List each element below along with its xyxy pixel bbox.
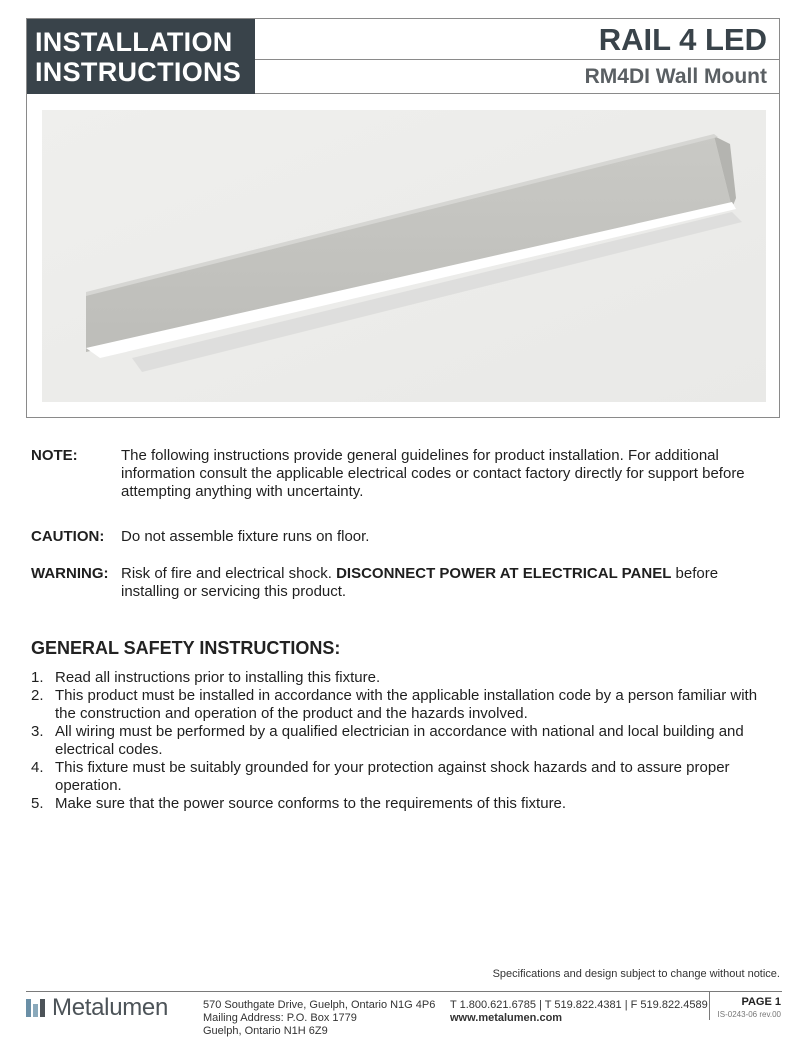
header-label-line2: INSTRUCTIONS xyxy=(35,57,242,87)
list-item-text: Read all instructions prior to installing this fixture. xyxy=(55,669,381,686)
header-divider xyxy=(255,59,779,60)
warning-text-pre: Risk of fire and electrical shock. xyxy=(121,565,337,582)
warning-label: WARNING: xyxy=(31,565,109,582)
list-item xyxy=(31,687,781,723)
list-item-number: 2. xyxy=(31,687,44,704)
website-link[interactable] xyxy=(450,1012,708,1025)
address-line1: 570 Southgate Drive, Guelph, Ontario N1G 4P6 xyxy=(203,999,436,1011)
list-item xyxy=(31,759,781,795)
product-photo xyxy=(42,110,766,402)
page-number: PAGE 1 xyxy=(741,996,781,1008)
warning-text-emphasis: DISCONNECT POWER AT ELECTRICAL PANEL xyxy=(336,565,672,582)
list-item xyxy=(31,669,781,687)
list-item-text: All wiring must be performed by a qualified electrician in accordance with national and local building and electrical codes. xyxy=(55,723,744,758)
logo-bars-icon xyxy=(26,999,46,1017)
list-item-number: 4. xyxy=(31,759,44,776)
revision-code: IS-0243-06 rev.00 xyxy=(717,1010,781,1019)
list-item-number: 1. xyxy=(31,669,44,686)
safety-list xyxy=(31,669,781,813)
header-label-line1: INSTALLATION xyxy=(35,27,233,57)
product-title: RAIL 4 LED xyxy=(598,22,767,57)
product-subtitle: RM4DI Wall Mount xyxy=(584,65,767,88)
product-image-frame xyxy=(26,94,780,418)
website-text: www.metalumen.com xyxy=(450,1012,563,1024)
list-item-text: Make sure that the power source conforms to the requirements of this fixture. xyxy=(55,795,567,812)
warning-text xyxy=(121,565,776,601)
note-label: NOTE: xyxy=(31,447,78,464)
document-header xyxy=(26,18,780,94)
footer-vertical-divider xyxy=(709,992,710,1020)
light-fixture-illustration xyxy=(42,110,766,402)
note-text: The following instructions provide general guidelines for product installation. For additional information consult the applicable electrical codes or contact factory directly for support before attempting anything with uncertainty. xyxy=(121,447,745,500)
disclaimer-text: Specifications and design subject to change without notice. xyxy=(492,968,780,980)
header-label-block xyxy=(27,19,255,94)
logo-wordmark: Metalumen xyxy=(52,994,169,1021)
company-contact xyxy=(450,999,708,1025)
list-item xyxy=(31,795,781,813)
list-item xyxy=(31,723,781,759)
company-address xyxy=(203,999,435,1038)
safety-section-title: GENERAL SAFETY INSTRUCTIONS: xyxy=(31,638,341,658)
caution-text: Do not assemble fixture runs on floor. xyxy=(121,528,370,545)
warning-text-post: before installing or servicing this product. xyxy=(121,565,719,600)
list-item-number: 5. xyxy=(31,795,44,812)
caution-label: CAUTION: xyxy=(31,528,105,545)
header-title-block xyxy=(255,19,779,94)
list-item-text: This fixture must be suitably grounded for your protection against shock hazards and to assure proper operation. xyxy=(55,759,730,794)
list-item-text: This product must be installed in accordance with the applicable installation code by a person familiar with the construction and operation of the product and the hazards involved. xyxy=(55,687,758,722)
address-line2: Mailing Address: P.O. Box 1779 xyxy=(203,1012,357,1024)
list-item-number: 3. xyxy=(31,723,44,740)
footer-divider xyxy=(26,991,782,992)
phone-numbers: T 1.800.621.6785 | T 519.822.4381 | F 519.822.4589 xyxy=(450,999,708,1011)
address-line3: Guelph, Ontario N1H 6Z9 xyxy=(203,1025,328,1037)
